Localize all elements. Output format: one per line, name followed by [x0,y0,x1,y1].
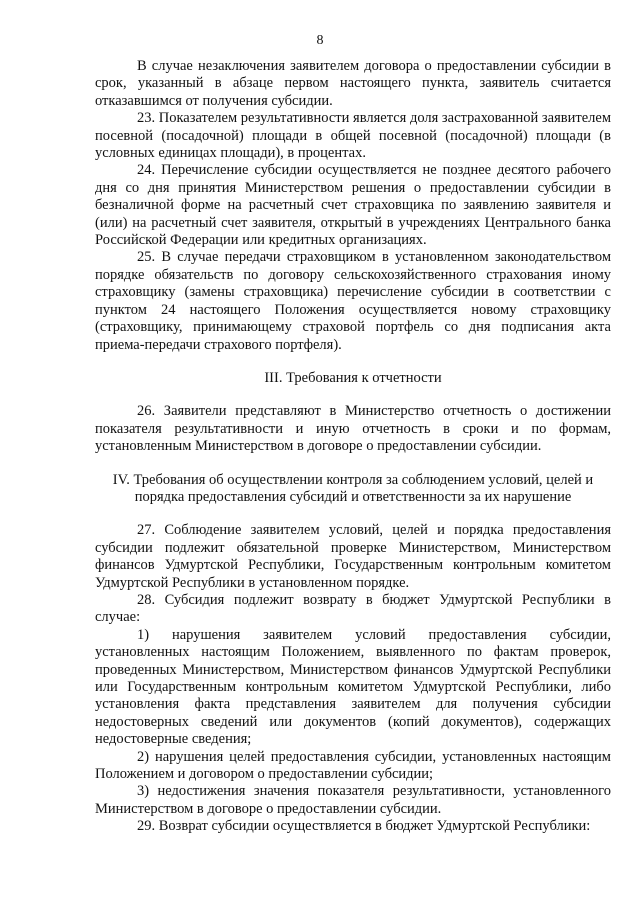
paragraph-25: 25. В случае передачи страховщиком в установленном законодательством порядке обязательств по договору сельскохозяйственного страхования иному страховщику (замены страховщика) перечисление субсидии в соответствии с пунктом 24 настоящего Положения осуществляется новому страховщику (страховщику, принимающему страховой портфель со дня подписания акта приема-передачи страхового портфеля). [95,249,611,353]
page-number: 8 [316,33,324,48]
paragraph-contract-refusal: В случае незаключения заявителем договора о предоставлении субсидии в срок, указанный в абзаце первом настоящего пункта, заявитель считается отказавшимся от получения субсидии. [95,58,611,109]
paragraph-28: 28. Субсидия подлежит возврату в бюджет Удмуртской Республики в случае: [95,591,611,626]
section-4-heading-line-2: порядка предоставления субсидий и ответственности за их нарушение [134,488,572,505]
paragraph-24: 24. Перечисление субсидии осуществляется не позднее десятого рабочего дня со дня принятия Министерством решения о предоставлении субсидии в безналичной форме на расчетный счет страховщика по заявлению заявителя и (или) на расчетный счет заявителя, открытый в учреждениях Центрального банка Российской Федерации или кредитных организациях. [95,162,611,249]
document-body [95,58,611,836]
paragraph-28-item-2: 2) нарушения целей предоставления субсидии, установленных настоящим Положением и договором о предоставлении субсидии; [95,748,611,783]
paragraph-28-item-3: 3) недостижения значения показателя результативности, установленного Министерством в договоре о предоставлении субсидии. [95,783,611,817]
section-3-heading: III. Требования к отчетности [264,369,442,386]
section-4-heading-line-1: IV. Требования об осуществлении контроля за соблюдением условий, целей и [112,471,594,488]
paragraph-27: 27. Соблюдение заявителем условий, целей и порядка предоставления субсидии подлежит обязательной проверке Министерством, Министерством финансов Удмуртской Республики, Государственным контрольным комитетом Удмуртской Республики в установленном порядке. [95,522,611,591]
paragraph-29: 29. Возврат субсидии осуществляется в бюджет Удмуртской Республики: [137,818,591,835]
paragraph-23: 23. Показателем результативности является доля застрахованной заявителем посевной (посадочной) площади в общей посевной (посадочной) площади (в условных единицах площади), в процентах. [95,110,611,162]
paragraph-28-item-1: 1) нарушения заявителем условий предоставления субсидии, установленных настоящим Положением, выявленного по фактам проверок, проведенных Министерством, Министерством финансов Удмуртской Республики или Государственным контрольным комитетом Удмуртской Республики, либо установления факта представления заявителем для получения субсидии недостоверных сведений или документов (копий документов), содержащих недостоверные сведения; [95,626,611,748]
paragraph-26: 26. Заявители представляют в Министерство отчетность о достижении показателя результативности и иную отчетность в сроки и по формам, установленным Министерством в договоре о предоставлении субсидии. [95,403,611,455]
